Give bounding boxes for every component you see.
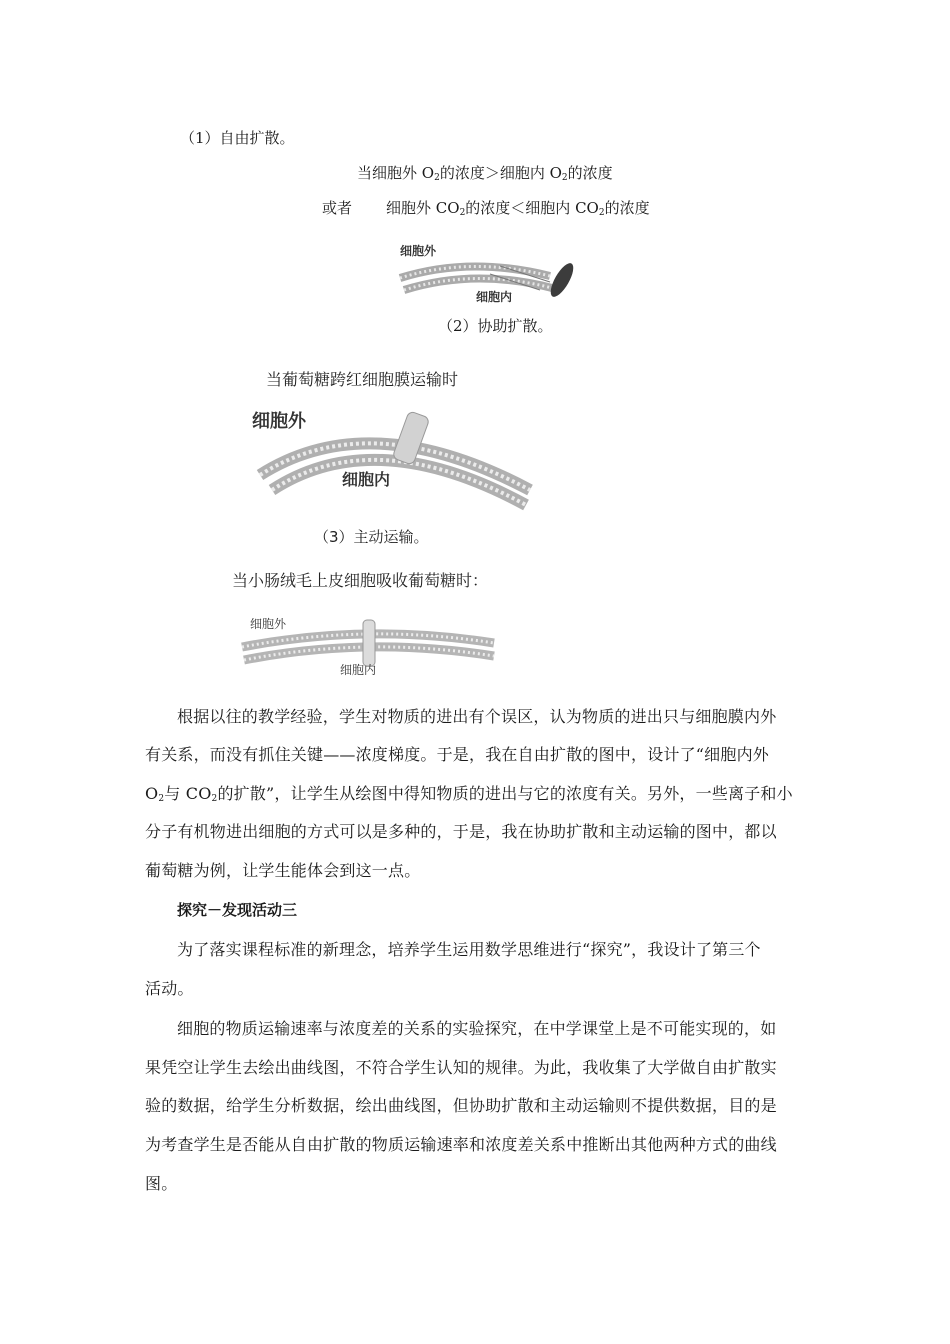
section3-caption: 当小肠绒毛上皮细胞吸收葡萄糖时：	[232, 571, 489, 590]
paragraph1-line4: 分子有机物进出细胞的方式可以是多种的，于是，我在协助扩散和主动运输的图中，都以	[145, 822, 777, 841]
paragraph2-line2: 活动。	[145, 979, 194, 998]
diagram2-inside-label: 细胞内	[342, 470, 391, 489]
paragraph3-line4: 为考查学生是否能从自由扩散的物质运输速率和浓度差关系中推断出其他两种方式的曲线	[145, 1135, 777, 1154]
channel-protein-icon	[392, 411, 430, 466]
diagram1-inside-label: 细胞内	[476, 290, 513, 304]
active-transport-diagram	[232, 605, 502, 677]
carrier-protein-icon	[363, 620, 375, 666]
paragraph3-line1: 细胞的物质运输速率与浓度差的关系的实验探究，在中学课堂上是不可能实现的，如	[177, 1019, 777, 1038]
free-diffusion-diagram	[390, 238, 590, 306]
section1-condition-o2: 当细胞外 $O_2$的浓度＞细胞内 $O_2$的浓度	[357, 164, 613, 183]
paragraph3-line5: 图。	[145, 1174, 178, 1193]
section3-heading: （3）主动运输。	[314, 528, 429, 546]
diagram3-outside-label: 细胞外	[250, 617, 287, 631]
facilitated-diffusion-diagram	[250, 395, 550, 515]
section2-heading: （2）协助扩散。	[438, 317, 553, 335]
paragraph1-line3: $O_2$与 $CO_2$的扩散”，让学生从绘图中得知物质的进出与它的浓度有关。另外，一些离子和小	[145, 784, 793, 804]
paragraph3-line3: 验的数据，给学生分析数据，绘出曲线图，但协助扩散和主动运输则不提供数据，目的是	[145, 1096, 777, 1115]
paragraph1-line2: 有关系，而没有抓住关键——浓度梯度。于是，我在自由扩散的图中，设计了“细胞内外	[145, 745, 769, 764]
activity-heading: 探究－发现活动三	[177, 901, 298, 919]
paragraph2-line1: 为了落实课程标准的新理念，培养学生运用数学思维进行“探究”，我设计了第三个	[177, 940, 761, 959]
section1-condition-co2: 或者 细胞外 $CO_2$的浓度＜细胞内 $CO_2$的浓度	[322, 199, 650, 218]
diagram3-inside-label: 细胞内	[340, 663, 377, 677]
diagram1-outside-label: 细胞外	[400, 244, 437, 258]
paragraph3-line2: 果凭空让学生去绘出曲线图，不符合学生认知的规律。为此，我收集了大学做自由扩散实	[145, 1058, 777, 1077]
carrier-protein-icon	[546, 260, 577, 300]
section2-caption: 当葡萄糖跨红细胞膜运输时	[266, 370, 459, 389]
diagram2-outside-label: 细胞外	[252, 411, 306, 432]
paragraph1-line5: 葡萄糖为例，让学生能体会到这一点。	[145, 861, 421, 880]
paragraph1-line1: 根据以往的教学经验，学生对物质的进出有个误区，认为物质的进出只与细胞膜内外	[177, 707, 777, 726]
section1-heading: （1）自由扩散。	[180, 129, 295, 147]
